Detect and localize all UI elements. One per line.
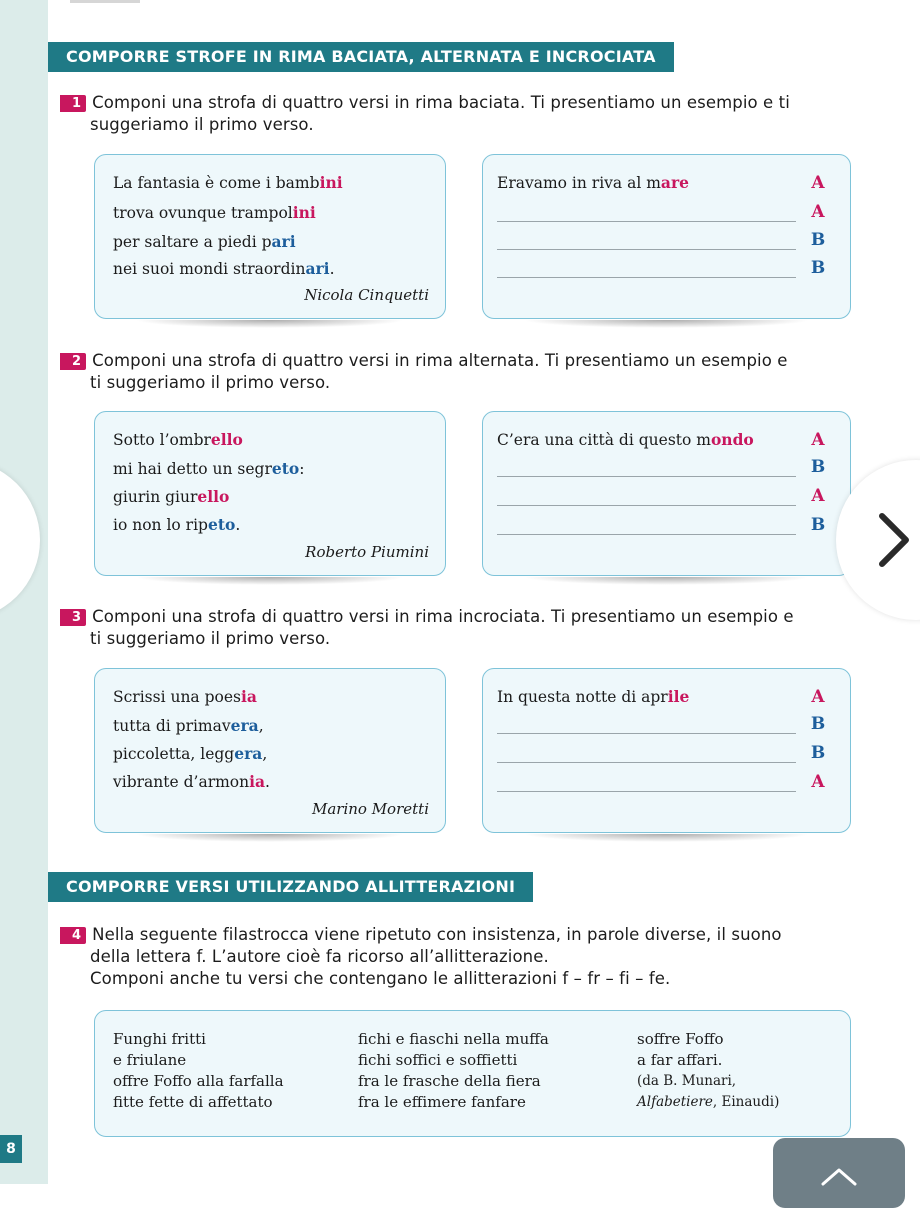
rhyme-letter: B [810,743,826,763]
answer-line[interactable] [497,534,796,535]
poem-column [637,1029,779,1113]
answer-line[interactable] [497,762,796,763]
answer-box [482,668,851,833]
poem-verse: nei suoi mondi straordinari. [113,259,335,278]
answer-box [482,154,851,319]
poem-verse: trova ovunque trampolini [113,203,316,222]
exercise-number-badge: 4 [60,927,86,944]
suggested-verse: Eravamo in riva al mare [497,173,689,192]
poem-author: Marino Moretti [311,800,429,818]
rhyme-letter: A [811,486,825,506]
poem-verse: Scrissi una poesia [113,687,257,706]
page-number: 8 [0,1135,22,1163]
poem-source: Alfabetiere, Einaudi) [637,1094,780,1110]
answer-line[interactable] [497,277,796,278]
answer-line[interactable] [497,249,796,250]
poem-author: Nicola Cinquetti [304,286,429,304]
answer-line[interactable] [497,476,796,477]
poem-verse: fichi e fiaschi nella muffa [358,1030,549,1048]
poem-verse: Funghi fritti [113,1030,206,1048]
poem-column [358,1029,549,1113]
rhyme-letter: A [811,430,825,450]
exercise-1-instructions [60,92,860,136]
poem-column [113,1029,284,1113]
exercise-2-instructions [60,350,860,394]
poem-verse: io non lo ripeto. [113,515,241,534]
exercise-3-instructions [60,606,860,650]
exercise-text-line: Componi una strofa di quattro versi in rima baciata. Ti presentiamo un esempio e ti [92,93,790,112]
poem-source: (da B. Munari, [637,1073,737,1089]
exercise-number-badge: 2 [60,353,86,370]
exercise-text-line: Componi una strofa di quattro versi in rima alternata. Ti presentiamo un esempio e [92,351,788,370]
poem-verse: fitte fette di affettato [113,1093,273,1111]
rhyme-letter: B [810,714,826,734]
exercise-number-badge: 3 [60,609,86,626]
poem-verse: fichi soffici e soffietti [358,1051,518,1069]
chevron-up-icon [819,1166,859,1186]
exercise-4-instructions [60,924,860,990]
scroll-up-button[interactable] [773,1138,905,1208]
rhyme-letter: B [810,258,826,278]
suggested-verse: C’era una città di questo mondo [497,430,754,449]
rhyme-letter: A [811,687,825,707]
exercise-text-line: suggeriamo il primo verso. [90,115,314,134]
rhyme-letter: A [811,173,825,193]
poem-verse: giurin giurello [113,487,230,506]
poem-verse: per saltare a piedi pari [113,232,296,251]
example-poem-box [94,411,446,576]
exercise-text-line: ti suggeriamo il primo verso. [90,629,331,648]
poem-verse: vibrante d’armonia. [113,772,270,791]
answer-line[interactable] [497,733,796,734]
exercise-text-line: ti suggeriamo il primo verso. [90,373,331,392]
rhyme-letter: A [811,202,825,222]
poem-verse: mi hai detto un segreto: [113,459,305,478]
section-title-allitterazioni: COMPORRE VERSI UTILIZZANDO ALLITTERAZIONI [48,872,533,902]
answer-line[interactable] [497,505,796,506]
poem-verse: piccoletta, leggera, [113,744,268,763]
filastrocca-box [94,1010,851,1137]
poem-verse: a far affari. [637,1051,723,1069]
rhyme-letter: B [810,515,826,535]
exercise-text-line: Componi una strofa di quattro versi in rima incrociata. Ti presentiamo un esempio e [92,607,794,626]
exercise-number-badge: 1 [60,95,86,112]
exercise-text-line: Componi anche tu versi che contengano le allitterazioni f – fr – fi – fe. [90,969,671,988]
example-poem-box [94,154,446,319]
answer-box [482,411,851,576]
rhyme-letter: B [810,457,826,477]
poem-verse: tutta di primavera, [113,716,264,735]
poem-verse: Sotto l’ombrello [113,430,243,449]
rhyme-letter: A [811,772,825,792]
poem-verse: La fantasia è come i bambini [113,173,343,192]
poem-author: Roberto Piumini [305,543,429,561]
poem-verse: fra le frasche della fiera [358,1072,541,1090]
top-divider [70,0,140,3]
example-poem-box [94,668,446,833]
answer-line[interactable] [497,221,796,222]
poem-verse: e friulane [113,1051,187,1069]
suggested-verse: In questa notte di aprile [497,687,690,706]
poem-verse: soffre Foffo [637,1030,724,1048]
exercise-text-line: della lettera f. L’autore cioè fa ricorso all’allitterazione. [90,947,549,966]
exercise-text-line: Nella seguente filastrocca viene ripetuto con insistenza, in parole diverse, il suono [92,925,782,944]
chevron-right-icon [876,512,912,568]
answer-line[interactable] [497,791,796,792]
section-title-strofe: COMPORRE STROFE IN RIMA BACIATA, ALTERNATA E INCROCIATA [48,42,674,72]
rhyme-letter: B [810,230,826,250]
poem-verse: fra le effimere fanfare [358,1093,526,1111]
poem-verse: offre Foffo alla farfalla [113,1072,284,1090]
